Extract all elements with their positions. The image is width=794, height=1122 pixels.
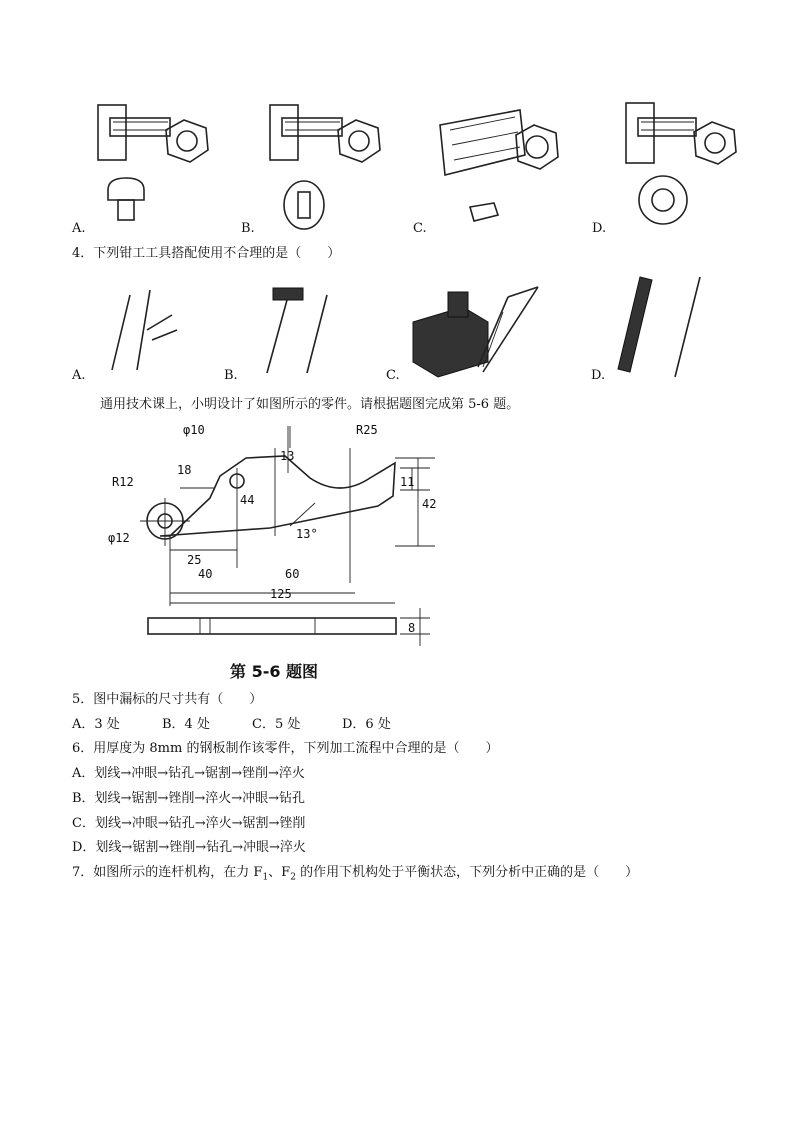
q4-stem: 4．下列钳工工具搭配使用不合理的是（ ） [72,246,341,261]
q7-stem-before: 7．如图所示的连杆机构，在力 F [72,865,263,880]
bolt-assembly-b-image [262,100,392,230]
dim-phi10: φ10 [183,423,205,437]
q6-option-a: A．划线→冲眼→钻孔→锯割→锉削→淬火 [72,766,305,781]
q3-option-c-label: C. [413,221,427,236]
bolt-assembly-d-image [618,98,748,238]
q7-sep: 、F [268,865,291,880]
bolt-assembly-a-image [88,100,218,230]
q7-f1-sub: 1 [262,872,269,883]
dim-13-top: 13 [280,449,295,463]
dim-11: 11 [400,475,415,489]
q3-option-d-label: D. [592,221,607,236]
q6-option-d: D．划线→锯割→锉削→钻孔→冲眼→淬火 [72,840,306,855]
figure-caption: 第 5-6 题图 [230,662,319,681]
dim-13-deg: 13° [296,527,318,541]
q3-option-a-label: A. [72,221,86,236]
dim-18: 18 [177,463,192,477]
dim-25: 25 [187,553,202,567]
dim-125: 125 [270,587,292,601]
q7-stem-after: 的作用下机构处于平衡状态，下列分析中正确的是（ ） [295,865,639,880]
intro-text: 通用技术课上，小明设计了如图所示的零件。请根据题图完成第 5-6 题。 [100,397,520,412]
part-drawing-figure [100,418,440,688]
file-and-scriber-icon [610,272,720,382]
q5-option-b: B．4 处 [162,717,210,732]
q7-stem [72,865,638,886]
punch-and-drill-icon [92,285,192,380]
q5-option-c: C．5 处 [252,717,301,732]
hammer-and-punch-icon [245,285,345,380]
vise-and-hacksaw-icon [408,282,558,382]
q5-option-a: A．3 处 [72,717,120,732]
q6-option-c: C．划线→冲眼→钻孔→淬火→锯割→锉削 [72,816,306,831]
dim-40: 40 [198,567,213,581]
dim-44: 44 [240,493,255,507]
q4-option-d-label: D. [591,368,606,383]
dim-8: 8 [408,621,416,635]
q4-option-b-label: B. [224,368,238,383]
dim-60: 60 [285,567,300,581]
q5-stem: 5．图中漏标的尺寸共有（ ） [72,692,263,707]
dim-phi12: φ12 [108,531,130,545]
q6-stem: 6．用厚度为 8mm 的钢板制作该零件，下列加工流程中合理的是（ ） [72,741,499,756]
dim-r25: R25 [356,423,378,437]
bolt-assembly-c-image [430,105,570,235]
q6-option-b: B．划线→锯割→锉削→淬火→冲眼→钻孔 [72,791,306,806]
q4-option-a-label: A. [72,368,86,383]
dim-r12: R12 [112,475,134,489]
side-view-plate [148,618,396,634]
q5-option-d: D．6 处 [342,717,391,732]
q7-f2-sub: 2 [290,872,296,883]
q4-option-c-label: C. [386,368,400,383]
dim-42: 42 [422,497,437,511]
q3-option-b-label: B. [241,221,255,236]
